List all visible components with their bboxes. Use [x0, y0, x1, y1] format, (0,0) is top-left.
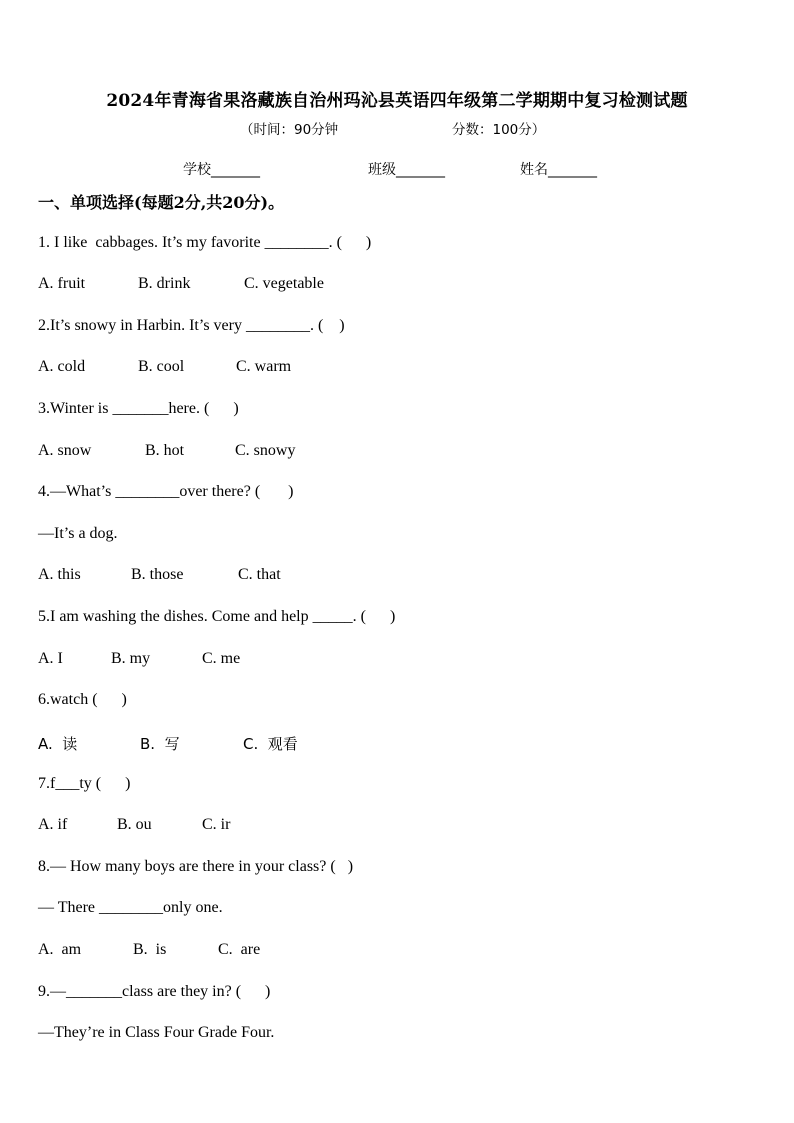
question-7-stem: 7.f___ty ( ): [38, 775, 131, 792]
name-field: 姓名_______: [520, 162, 597, 178]
question-4-stem: 4.—What’s ________over there? ( ): [38, 483, 294, 500]
question-5-stem: 5.I am washing the dishes. Come and help _____. ( ): [38, 608, 396, 625]
question-3-option-a: A. snow: [38, 442, 92, 459]
exam-score: 分数：100分）: [452, 122, 546, 138]
question-6-option-b: B. 写: [140, 735, 180, 753]
question-8-stem: 8.— How many boys are there in your class? ( ): [38, 858, 354, 875]
question-4-option-c: C. that: [238, 566, 281, 583]
question-7-option-b: B. ou: [117, 816, 152, 833]
page-title: 2024年青海省果洛藏族自治州玛沁县英语四年级第二学期期中复习检测试题: [106, 91, 688, 111]
question-7-option-c: C. ir: [202, 816, 231, 833]
question-1-option-c: C. vegetable: [244, 275, 324, 292]
question-2-stem: 2.It’s snowy in Harbin. It’s very ________. ( ): [38, 317, 345, 334]
question-5-option-a: A. I: [38, 650, 63, 667]
question-6-option-a: A. 读: [38, 735, 78, 753]
question-8-option-b: B. is: [133, 941, 167, 958]
question-9-stem: 9.—_______class are they in? ( ): [38, 983, 271, 1000]
school-field: 学校_______: [183, 162, 260, 178]
question-7-option-a: A. if: [38, 816, 68, 833]
question-2-option-b: B. cool: [138, 358, 185, 375]
question-1-stem: 1. I like cabbages. It’s my favorite ________. ( ): [38, 234, 372, 251]
question-3-option-c: C. snowy: [235, 442, 296, 459]
question-4-option-a: A. this: [38, 566, 81, 583]
question-3-option-b: B. hot: [145, 442, 185, 459]
class-field: 班级_______: [368, 162, 445, 178]
question-4-answer-line: —It’s a dog.: [38, 525, 118, 542]
question-6-stem: 6.watch ( ): [38, 691, 127, 708]
question-5-option-c: C. me: [202, 650, 241, 667]
question-5-option-b: B. my: [111, 650, 151, 667]
question-9-answer-line: —They’re in Class Four Grade Four.: [38, 1024, 275, 1041]
question-1-option-a: A. fruit: [38, 275, 86, 292]
question-8-option-a: A. am: [38, 941, 82, 958]
question-8-answer-line: — There ________only one.: [38, 899, 223, 916]
question-4-option-b: B. those: [131, 566, 184, 583]
question-3-stem: 3.Winter is _______here. ( ): [38, 400, 239, 417]
question-6-option-c: C. 观看: [243, 735, 298, 753]
question-2-option-c: C. warm: [236, 358, 292, 375]
question-1-option-b: B. drink: [138, 275, 191, 292]
exam-time: （时间：90分钟: [240, 122, 339, 138]
section-heading: 一、单项选择(每题2分,共20分)。: [38, 193, 285, 212]
question-2-option-a: A. cold: [38, 358, 86, 375]
question-8-option-c: C. are: [218, 941, 261, 958]
